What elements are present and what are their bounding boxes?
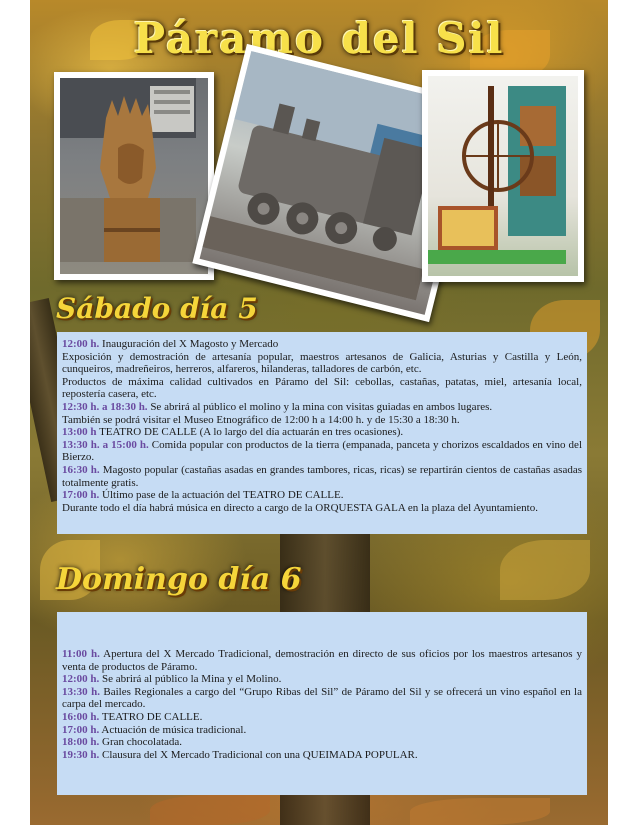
program-entry (62, 338, 582, 351)
program-entry (62, 401, 582, 414)
photo-wood-sculpture (54, 72, 214, 280)
program-entry (62, 426, 582, 439)
entry-time: 12:30 h. a 18:30 h. (62, 400, 148, 413)
entry-text: Clausura del X Mercado Tradicional con una QUEIMADA POPULAR. (99, 748, 418, 761)
entry-text: Comida popular con productos de la tierra (empanada, panceta y chorizos escaldados en vino del Bierzo. (62, 438, 582, 464)
entry-time: 13:00 h (62, 426, 97, 439)
entry-time: 17:00 h. (62, 489, 100, 502)
leaf-cluster (410, 798, 550, 825)
entry-text: También se podrá visitar el Museo Etnográfico de 12:00 h a 14:00 h. y de 15:30 a 18:30 h. (62, 413, 460, 426)
entry-time: 17:00 h. (62, 723, 100, 736)
program-entry (62, 464, 582, 489)
program-entry (62, 736, 582, 749)
program-entry (62, 749, 582, 762)
saturday-heading: Sábado día 5 (56, 292, 258, 325)
entry-time: 13:30 h. (62, 685, 100, 698)
entry-text: Último pase de la actuación del TEATRO DE CALLE. (99, 489, 344, 502)
poster (30, 0, 608, 825)
program-entry (62, 724, 582, 737)
entry-text: Actuación de música tradicional. (99, 723, 247, 736)
entry-text: Bailes Regionales a cargo del “Grupo Ribas del Sil” de Páramo del Sil y se ofrecerá un vino español en la carpa del mercado. (62, 685, 582, 711)
program-entry (62, 673, 582, 686)
program-entry (62, 414, 582, 427)
entry-text: Se abrirá al público la Mina y el Molino. (99, 673, 282, 686)
entry-text: Inauguración del X Magosto y Mercado (99, 338, 279, 350)
program-entry (62, 502, 582, 515)
leaf-cluster (150, 795, 270, 825)
program-entry (62, 686, 582, 711)
entry-text: Durante todo el día habrá música en directo a cargo de la ORQUESTA GALA en la plaza del Ayuntamiento. (62, 501, 538, 514)
entry-text: TEATRO DE CALLE (A lo largo del día actuarán en tres ocasiones). (96, 426, 404, 439)
wood-sculpture-image (60, 78, 196, 262)
entry-time: 13:30 h. a 15:00 h. (62, 438, 149, 451)
program-entry (62, 376, 582, 401)
entry-text: Exposición y demostración de artesanía popular, maestros artesanos de Galicia, Asturias y Castilla y León, cunqueiros, madreñeiros, herreros, alfareros, hilanderas, talladores de carbón, etc. (62, 350, 582, 376)
entry-text: Productos de máxima calidad cultivados en Páramo del Sil: cebollas, castañas, patatas, miel, artesanía local, repostería casera, etc. (62, 375, 582, 401)
saturday-program (57, 332, 587, 534)
sunday-heading: Domingo día 6 (56, 562, 302, 597)
entry-time: 11:00 h. (62, 648, 100, 660)
entry-time: 19:30 h. (62, 748, 100, 761)
entry-time: 16:00 h. (62, 710, 100, 723)
entry-time: 12:00 h. (62, 673, 100, 686)
entry-text: Magosto popular (castañas asadas en grandes tambores, ricas, ricas) se repartirán cientos de castañas asadas totalmente gratis. (62, 463, 583, 489)
photo-spinning-wheel (422, 70, 584, 282)
entry-text: Se abrirá al público el molino y la mina con visitas guiadas en ambos lugares. (147, 400, 493, 413)
entry-text: Gran chocolatada. (99, 736, 183, 749)
entry-time: 18:00 h. (62, 736, 100, 749)
entry-time: 12:00 h. (62, 338, 100, 350)
sunday-program (57, 612, 587, 795)
entry-time: 16:30 h. (62, 463, 100, 476)
entry-text: TEATRO DE CALLE. (99, 710, 203, 723)
entry-text: Apertura del X Mercado Tradicional, demostración en directo de sus oficios por los maestros artesanos y venta de productos de Páramo. (62, 648, 582, 673)
program-entry (62, 489, 582, 502)
leaf-cluster (500, 540, 590, 600)
program-entry (62, 439, 582, 464)
page-title: Páramo del Sil (133, 14, 505, 63)
program-entry (62, 648, 582, 673)
spinning-wheel-image (428, 76, 566, 264)
program-entry (62, 711, 582, 724)
program-entry (62, 351, 582, 376)
